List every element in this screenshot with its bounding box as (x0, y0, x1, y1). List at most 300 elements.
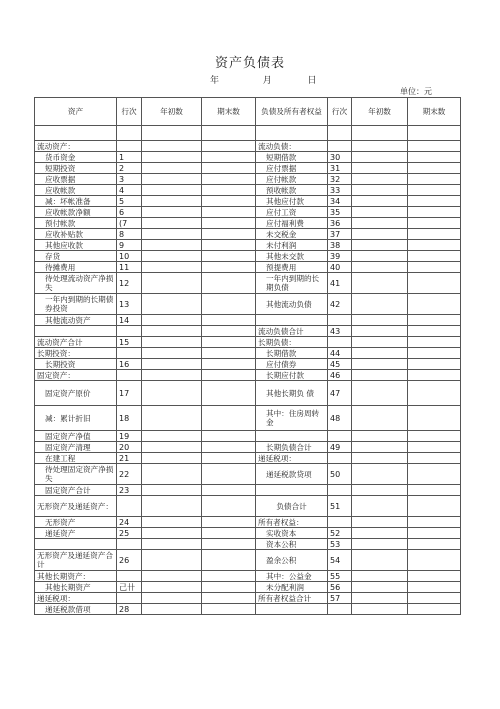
asset-begin-value (142, 550, 202, 571)
asset-row-number: 1 (117, 152, 142, 163)
liability-end-value (408, 528, 461, 539)
asset-end-value (202, 262, 256, 273)
table-row (35, 582, 461, 593)
asset-row-number: 8 (117, 229, 142, 240)
month-label: 月 (262, 76, 272, 86)
asset-item: 待处理固定资产净损失 (35, 464, 117, 485)
asset-begin-value (142, 381, 202, 406)
liability-end-value (408, 604, 461, 615)
asset-row-number (117, 348, 142, 359)
liability-begin-value (352, 496, 408, 517)
asset-begin-value (142, 207, 202, 218)
asset-row-number (117, 370, 142, 381)
asset-end-value (202, 185, 256, 196)
liability-begin-value (352, 152, 408, 163)
asset-row-number: 9 (117, 240, 142, 251)
asset-end-value (202, 229, 256, 240)
asset-item: 长期投资 (35, 359, 117, 370)
asset-begin-value (142, 571, 202, 582)
asset-row-number: 16 (117, 359, 142, 370)
table-row (35, 359, 461, 370)
asset-end-value (202, 370, 256, 381)
asset-begin-value (142, 262, 202, 273)
liability-begin-value (352, 294, 408, 315)
asset-end-value (202, 517, 256, 528)
asset-end-value (202, 251, 256, 262)
liability-item: 未交税金 (256, 229, 328, 240)
liability-item: 其他未交款 (256, 251, 328, 262)
liability-row-number: 40 (328, 262, 352, 273)
asset-end-value (202, 593, 256, 604)
liability-item: 所有者权益： (256, 517, 328, 528)
liability-end-value (408, 464, 461, 485)
asset-end-value (202, 218, 256, 229)
liability-item: 一年内到期的长期负债 (256, 273, 328, 294)
liability-end-value (408, 126, 461, 141)
header-row (35, 98, 461, 126)
asset-end-value (202, 359, 256, 370)
header-row-number-right: 行次 (328, 98, 352, 126)
liability-row-number (328, 337, 352, 348)
asset-begin-value (142, 218, 202, 229)
liability-item: 应付工资 (256, 207, 328, 218)
liability-begin-value (352, 582, 408, 593)
header-end-left: 期末数 (202, 98, 256, 126)
header-begin-right: 年初数 (352, 98, 408, 126)
liability-item (256, 315, 328, 326)
year-label: 年 (210, 76, 220, 86)
table-row (35, 517, 461, 528)
liability-end-value (408, 163, 461, 174)
asset-begin-value (142, 453, 202, 464)
liability-begin-value (352, 381, 408, 406)
liability-item: 流动负债： (256, 141, 328, 152)
liability-item: 长期负债： (256, 337, 328, 348)
liability-end-value (408, 485, 461, 496)
asset-begin-value (142, 431, 202, 442)
liability-item: 长期借款 (256, 348, 328, 359)
asset-row-number: 3 (117, 174, 142, 185)
liability-end-value (408, 294, 461, 315)
asset-end-value (202, 163, 256, 174)
table-row (35, 485, 461, 496)
liability-end-value (408, 207, 461, 218)
asset-item: 其他长期资产 (35, 582, 117, 593)
liability-item (256, 485, 328, 496)
asset-end-value (202, 141, 256, 152)
liability-end-value (408, 348, 461, 359)
liability-begin-value (352, 163, 408, 174)
liability-row-number: 47 (328, 381, 352, 406)
asset-begin-value (142, 528, 202, 539)
liability-end-value (408, 196, 461, 207)
date-line (210, 73, 317, 86)
asset-row-number: 20 (117, 442, 142, 453)
liability-item: 递延税项： (256, 453, 328, 464)
table-row (35, 240, 461, 251)
liability-row-number: 44 (328, 348, 352, 359)
liability-end-value (408, 550, 461, 571)
liability-item (256, 431, 328, 442)
asset-item: 其他应收款 (35, 240, 117, 251)
page-title: 资产负债表 (214, 56, 285, 71)
liability-end-value (408, 240, 461, 251)
table-row (35, 539, 461, 550)
asset-begin-value (142, 273, 202, 294)
asset-item: 预付帐款 (35, 218, 117, 229)
table-row (35, 326, 461, 337)
liability-item: 递延税款贷项 (256, 464, 328, 485)
table-row (35, 593, 461, 604)
table-row (35, 442, 461, 453)
liability-row-number: 57 (328, 593, 352, 604)
header-liabilities-equity: 负债及所有者权益 (256, 98, 328, 126)
liability-begin-value (352, 273, 408, 294)
liability-begin-value (352, 326, 408, 337)
asset-begin-value (142, 582, 202, 593)
liability-row-number: 46 (328, 370, 352, 381)
table-row (35, 370, 461, 381)
table-row (35, 196, 461, 207)
liability-end-value (408, 381, 461, 406)
asset-item: 无形资产及递延资产合计 (35, 550, 117, 571)
asset-row-number: 12 (117, 273, 142, 294)
asset-begin-value (142, 348, 202, 359)
asset-item: 固定资产净值 (35, 431, 117, 442)
header-asset: 资产 (35, 98, 117, 126)
table-row (35, 126, 461, 141)
liability-item: 其他流动负债 (256, 294, 328, 315)
table-row (35, 207, 461, 218)
table-row (35, 163, 461, 174)
asset-row-number: 15 (117, 337, 142, 348)
liability-end-value (408, 273, 461, 294)
asset-item: 应收帐款 (35, 185, 117, 196)
asset-begin-value (142, 315, 202, 326)
liability-end-value (408, 406, 461, 431)
table-row (35, 348, 461, 359)
asset-begin-value (142, 251, 202, 262)
table-row (35, 381, 461, 406)
liability-item: 应付帐款 (256, 174, 328, 185)
liability-item: 长期负债合计 (256, 442, 328, 453)
asset-row-number: 13 (117, 294, 142, 315)
asset-begin-value (142, 152, 202, 163)
liability-row-number (328, 485, 352, 496)
liability-begin-value (352, 442, 408, 453)
asset-end-value (202, 528, 256, 539)
table-row (35, 431, 461, 442)
liability-end-value (408, 174, 461, 185)
liability-row-number (328, 453, 352, 464)
liability-row-number (328, 604, 352, 615)
liability-item: 未付利润 (256, 240, 328, 251)
asset-item: 递延税项： (35, 593, 117, 604)
asset-item: 无形资产 (35, 517, 117, 528)
liability-row-number: 38 (328, 240, 352, 251)
asset-begin-value (142, 517, 202, 528)
asset-end-value (202, 337, 256, 348)
asset-row-number (117, 571, 142, 582)
liability-end-value (408, 517, 461, 528)
asset-end-value (202, 550, 256, 571)
asset-item: 长期投资： (35, 348, 117, 359)
asset-item: 待摊费用 (35, 262, 117, 273)
asset-end-value (202, 582, 256, 593)
asset-row-number: 24 (117, 517, 142, 528)
liability-end-value (408, 359, 461, 370)
liability-item: 实收资本 (256, 528, 328, 539)
liability-begin-value (352, 453, 408, 464)
liability-item: 未分配利润 (256, 582, 328, 593)
liability-begin-value (352, 431, 408, 442)
liability-row-number: 36 (328, 218, 352, 229)
asset-item (35, 539, 117, 550)
day-label: 日 (307, 76, 317, 86)
liability-end-value (408, 496, 461, 517)
liability-begin-value (352, 126, 408, 141)
asset-row-number: 5 (117, 196, 142, 207)
table-row (35, 315, 461, 326)
balance-sheet-table (34, 97, 461, 615)
asset-row-number (117, 539, 142, 550)
liability-end-value (408, 431, 461, 442)
table-row (35, 406, 461, 431)
asset-item: 应收票据 (35, 174, 117, 185)
liability-end-value (408, 185, 461, 196)
liability-begin-value (352, 370, 408, 381)
asset-item: 一年内到期的长期债券投资 (35, 294, 117, 315)
liability-row-number: 32 (328, 174, 352, 185)
asset-end-value (202, 496, 256, 517)
liability-begin-value (352, 464, 408, 485)
header-begin-left: 年初数 (142, 98, 202, 126)
table-row (35, 496, 461, 517)
asset-row-number (117, 141, 142, 152)
table-row (35, 218, 461, 229)
liability-row-number: 37 (328, 229, 352, 240)
asset-end-value (202, 240, 256, 251)
liability-begin-value (352, 550, 408, 571)
asset-begin-value (142, 406, 202, 431)
header-end-right: 期末数 (408, 98, 461, 126)
liability-end-value (408, 326, 461, 337)
liability-item: 其他长期负 债 (256, 381, 328, 406)
liability-begin-value (352, 593, 408, 604)
liability-item: 其中：公益金 (256, 571, 328, 582)
asset-end-value (202, 442, 256, 453)
liability-row-number: 41 (328, 273, 352, 294)
asset-item: 应收补贴款 (35, 229, 117, 240)
asset-begin-value (142, 604, 202, 615)
liability-item: 资本公积 (256, 539, 328, 550)
liability-begin-value (352, 571, 408, 582)
liability-item: 长期应付款 (256, 370, 328, 381)
liability-row-number: 50 (328, 464, 352, 485)
liability-row-number: 42 (328, 294, 352, 315)
asset-begin-value (142, 174, 202, 185)
asset-row-number: 25 (117, 528, 142, 539)
table-row (35, 453, 461, 464)
liability-row-number: 56 (328, 582, 352, 593)
liability-item: 所有者权益合计 (256, 593, 328, 604)
liability-row-number: 48 (328, 406, 352, 431)
liability-item: 短期借款 (256, 152, 328, 163)
asset-item: 短期投资 (35, 163, 117, 174)
liability-begin-value (352, 240, 408, 251)
liability-begin-value (352, 218, 408, 229)
liability-begin-value (352, 229, 408, 240)
asset-row-number (117, 593, 142, 604)
asset-end-value (202, 326, 256, 337)
asset-item: 固定资产原价 (35, 381, 117, 406)
asset-row-number: 己卄 (117, 582, 142, 593)
asset-item: 减：坏帐准备 (35, 196, 117, 207)
liability-item: 应付票据 (256, 163, 328, 174)
asset-item (35, 126, 117, 141)
liability-row-number: 49 (328, 442, 352, 453)
liability-row-number: 39 (328, 251, 352, 262)
liability-begin-value (352, 315, 408, 326)
asset-end-value (202, 273, 256, 294)
asset-row-number: 17 (117, 381, 142, 406)
table-row (35, 528, 461, 539)
table-row (35, 464, 461, 485)
liability-end-value (408, 218, 461, 229)
asset-end-value (202, 571, 256, 582)
asset-end-value (202, 315, 256, 326)
liability-end-value (408, 251, 461, 262)
liability-row-number (328, 431, 352, 442)
asset-end-value (202, 152, 256, 163)
table-row (35, 550, 461, 571)
table-row (35, 294, 461, 315)
liability-row-number: 51 (328, 496, 352, 517)
liability-item: 其中：住房周转金 (256, 406, 328, 431)
table-row (35, 185, 461, 196)
asset-row-number: 11 (117, 262, 142, 273)
table-row (35, 141, 461, 152)
liability-begin-value (352, 528, 408, 539)
asset-row-number: 2 (117, 163, 142, 174)
liability-end-value (408, 337, 461, 348)
asset-item: 固定资产清理 (35, 442, 117, 453)
asset-end-value (202, 539, 256, 550)
table-row (35, 337, 461, 348)
liability-begin-value (352, 359, 408, 370)
liability-begin-value (352, 604, 408, 615)
liability-end-value (408, 370, 461, 381)
asset-begin-value (142, 163, 202, 174)
asset-row-number: 19 (117, 431, 142, 442)
liability-item: 其他应付款 (256, 196, 328, 207)
asset-begin-value (142, 359, 202, 370)
asset-item: 在建工程 (35, 453, 117, 464)
liability-end-value (408, 539, 461, 550)
asset-begin-value (142, 442, 202, 453)
asset-item: 待处理流动资产净损失 (35, 273, 117, 294)
liability-row-number: 54 (328, 550, 352, 571)
liability-item (256, 604, 328, 615)
liability-item: 预提费用 (256, 262, 328, 273)
asset-begin-value (142, 196, 202, 207)
asset-item: 固定资产： (35, 370, 117, 381)
asset-end-value (202, 381, 256, 406)
table-row (35, 251, 461, 262)
asset-row-number: 18 (117, 406, 142, 431)
asset-begin-value (142, 496, 202, 517)
liability-end-value (408, 571, 461, 582)
asset-end-value (202, 431, 256, 442)
liability-row-number: 35 (328, 207, 352, 218)
liability-begin-value (352, 185, 408, 196)
asset-item: 流动资产合计 (35, 337, 117, 348)
asset-item: 其他流动资产 (35, 315, 117, 326)
asset-item: 流动资产： (35, 141, 117, 152)
table-row (35, 262, 461, 273)
liability-end-value (408, 453, 461, 464)
asset-item: 无形资产及递延资产： (35, 496, 117, 517)
liability-end-value (408, 152, 461, 163)
asset-begin-value (142, 485, 202, 496)
asset-begin-value (142, 326, 202, 337)
liability-row-number: 52 (328, 528, 352, 539)
asset-end-value (202, 464, 256, 485)
liability-row-number (328, 141, 352, 152)
asset-begin-value (142, 337, 202, 348)
asset-end-value (202, 453, 256, 464)
asset-item: 减：累计折旧 (35, 406, 117, 431)
liability-end-value (408, 262, 461, 273)
table-row (35, 152, 461, 163)
liability-row-number: 33 (328, 185, 352, 196)
asset-begin-value (142, 370, 202, 381)
liability-row-number (328, 315, 352, 326)
asset-begin-value (142, 464, 202, 485)
asset-row-number: 28 (117, 604, 142, 615)
asset-item: 递延税款借项 (35, 604, 117, 615)
asset-row-number (117, 496, 142, 517)
asset-item: 固定资产合计 (35, 485, 117, 496)
table-row (35, 604, 461, 615)
asset-begin-value (142, 126, 202, 141)
liability-row-number: 55 (328, 571, 352, 582)
asset-begin-value (142, 229, 202, 240)
liability-row-number (328, 517, 352, 528)
liability-row-number: 53 (328, 539, 352, 550)
asset-item (35, 326, 117, 337)
asset-begin-value (142, 539, 202, 550)
asset-begin-value (142, 294, 202, 315)
liability-begin-value (352, 141, 408, 152)
liability-begin-value (352, 539, 408, 550)
asset-end-value (202, 126, 256, 141)
asset-begin-value (142, 185, 202, 196)
asset-end-value (202, 348, 256, 359)
asset-row-number (117, 326, 142, 337)
liability-row-number: 30 (328, 152, 352, 163)
asset-row-number: 22 (117, 464, 142, 485)
asset-begin-value (142, 141, 202, 152)
liability-begin-value (352, 196, 408, 207)
liability-begin-value (352, 174, 408, 185)
liability-row-number (328, 126, 352, 141)
table-row (35, 273, 461, 294)
liability-begin-value (352, 251, 408, 262)
asset-begin-value (142, 593, 202, 604)
header-row-number-left: 行次 (117, 98, 142, 126)
liability-begin-value (352, 348, 408, 359)
